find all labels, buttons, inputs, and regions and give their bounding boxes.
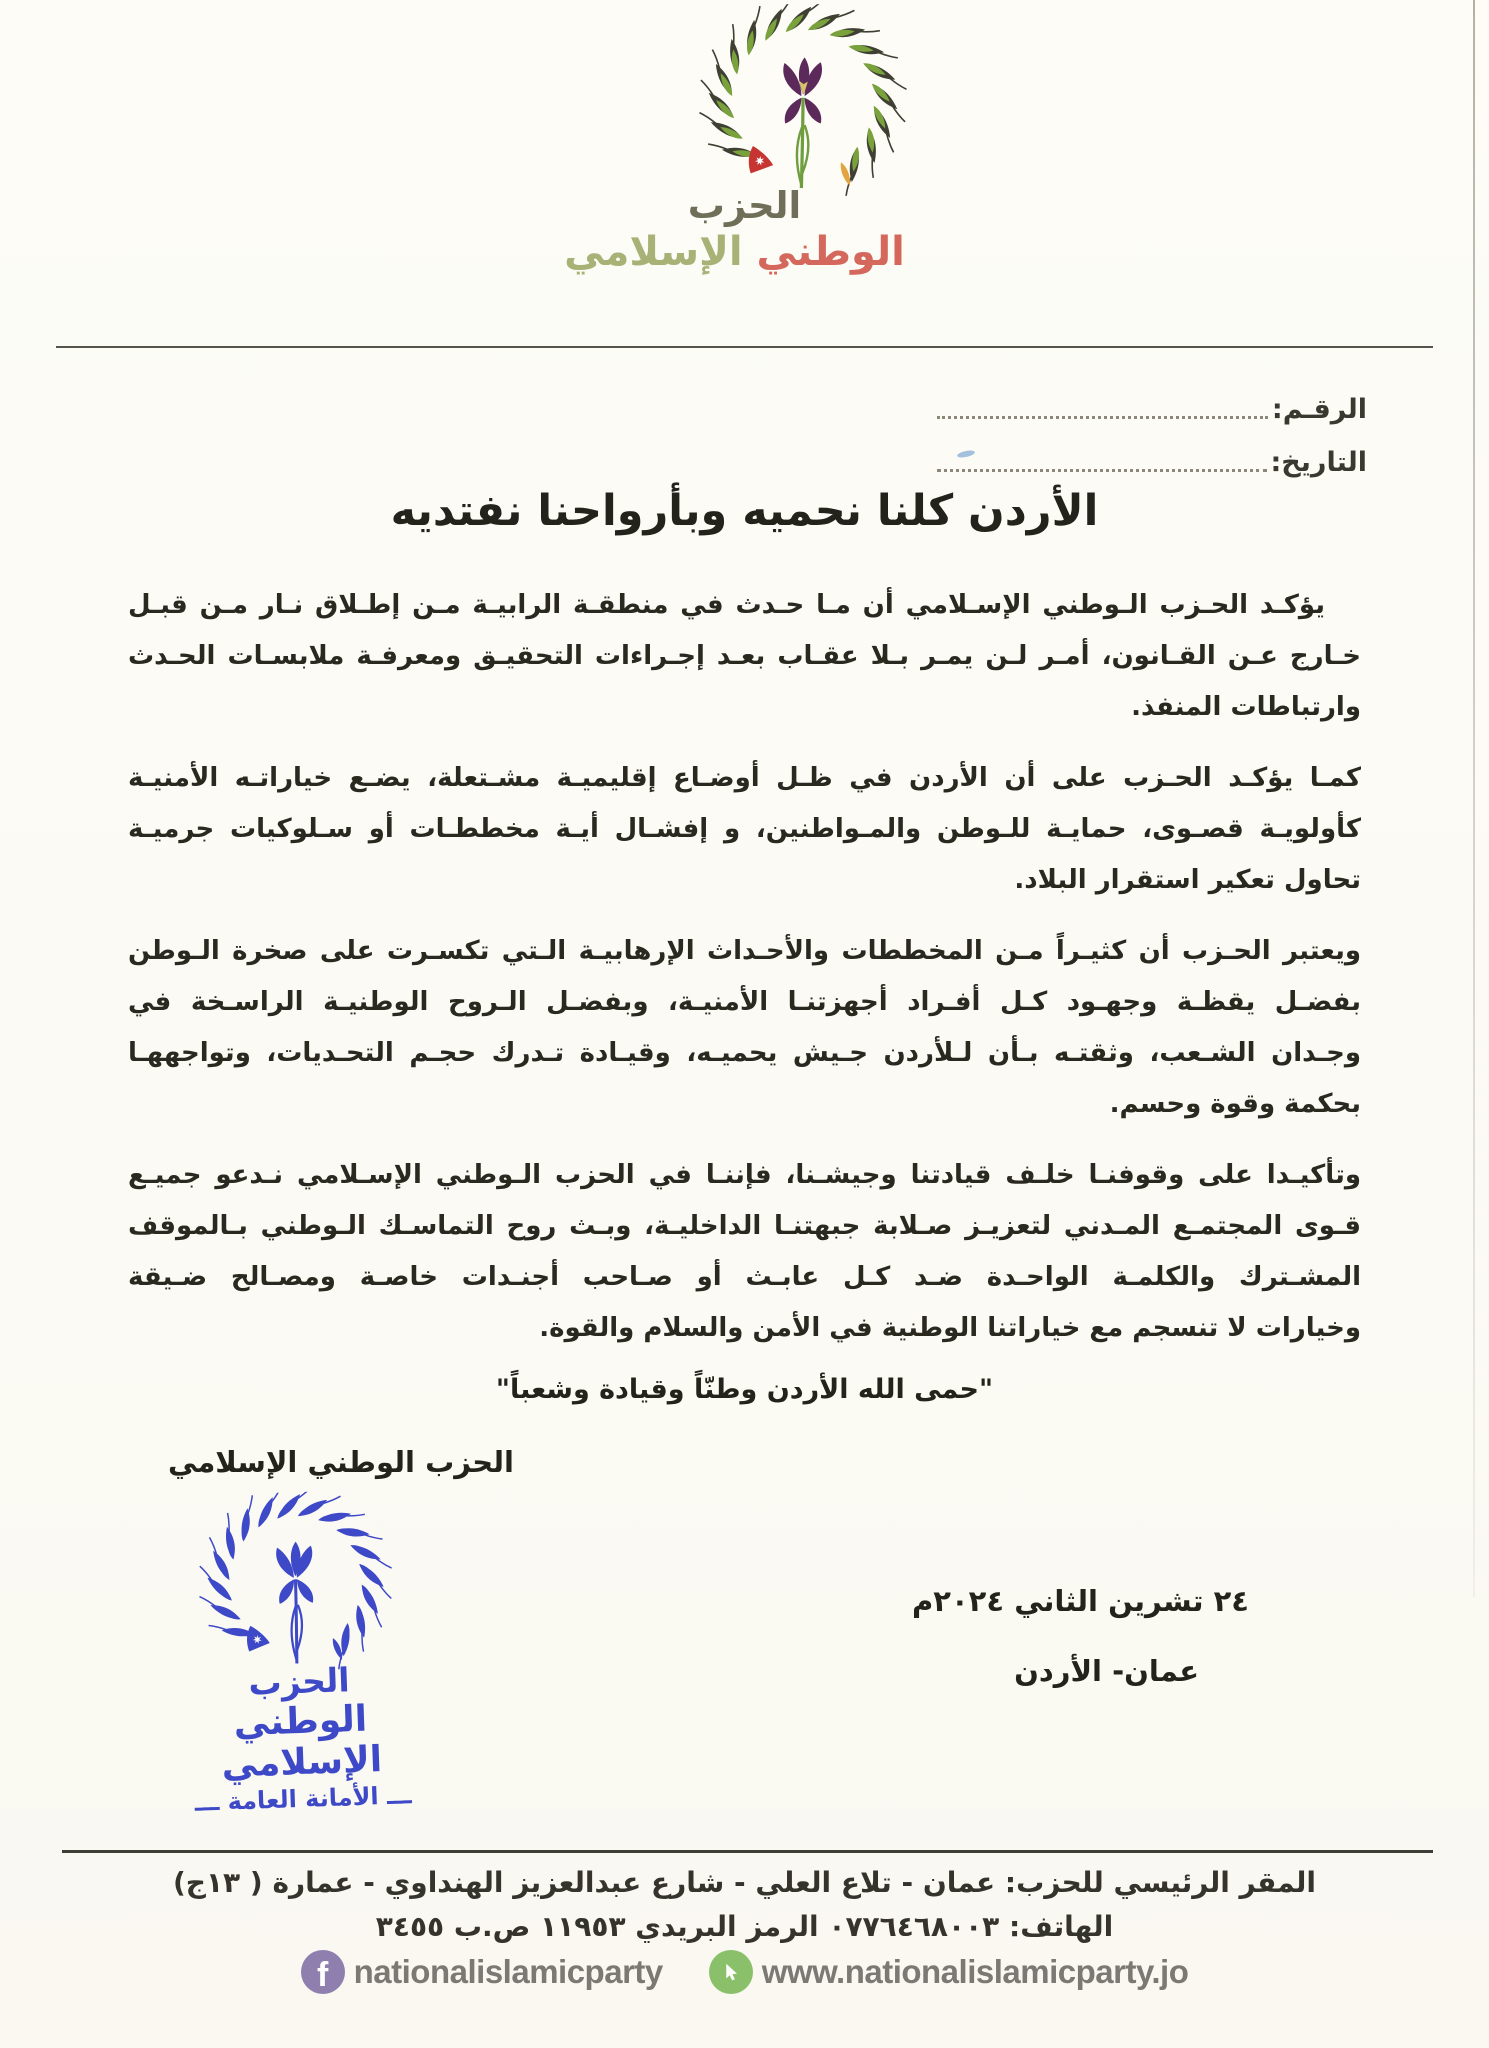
paragraph-line: كأولويـة قصـوى، حمايـة للـوطن والمـواطنين، و إفشـال أيـة مخططـات أو سـلوكيات جرميـة [128, 814, 1361, 844]
letter-body [128, 580, 1361, 1479]
website-cursor-icon [709, 1950, 753, 1994]
party-name-top: الحزب [687, 184, 802, 227]
party-name-word-green: الإسلامي [564, 229, 743, 275]
paragraph-line: المشـترك والكلمـة الواحـدة ضـد كـل عابـث أو صـاحب أجنـدات خاصـة ومصـالح ضـيقة [128, 1262, 1361, 1292]
stamp-line2: الوطني الإسلامي [220, 1698, 383, 1786]
paragraph-line: وتأكيـدا على وقوفنـا خلـف قيادتنا وجيشـنا، فإننـا في الحزب الـوطني الإسـلامي نـدعو جميـع [128, 1160, 1361, 1190]
paragraph [128, 753, 1361, 906]
letter-location: عمان- الأردن [1014, 1654, 1199, 1688]
website-url: www.nationalislamicparty.jo [761, 1953, 1189, 1990]
party-name-bottom [0, 229, 1479, 275]
facebook-icon: f [301, 1950, 345, 1994]
ref-number-dotted-line [937, 415, 1268, 419]
footer-phone: الهاتف: ٠٧٧٦٤٦٨٠٠٣ الرمز البريدي ١١٩٥٣ ص.ب ٣٤٥٥ [375, 1910, 1114, 1943]
reference-fields [937, 394, 1367, 500]
paragraph-line: بحكمة وقوة وحسم. [1109, 1089, 1361, 1119]
party-emblem-logo [682, 4, 924, 206]
paragraph [128, 926, 1361, 1130]
facebook-item [301, 1950, 663, 1994]
paragraph-line: ويعتبر الحـزب أن كثيـراً مـن المخططات والأحـداث الإرهابيـة الـتي تكسـرت على صخرة الـوطن [128, 936, 1361, 966]
paragraph-line: قـوى المجتمـع المـدني لتعزيـز صـلابة جبهتنـا الداخليـة، وبـث روح التماسـك الـوطني بـالموقف [128, 1211, 1361, 1241]
paragraph-line: وارتباطات المنفذ. [1131, 692, 1361, 722]
paragraph-line: وجـدان الشـعب، وثقتـه بـأن لـلأردن جـيش يحميـه، وقيـادة تـدرك حجـم التحـديات، وتواجههـا [128, 1038, 1361, 1068]
party-name-word-red: الوطني [756, 229, 905, 275]
footer-social-row [0, 1950, 1489, 1994]
ref-number-label: الرقـم: [1271, 394, 1367, 425]
letter-title: الأردن كلنا نحميه وبأرواحنا نفتديه [390, 486, 1099, 536]
letter-date: ٢٤ تشرين الثاني ٢٠٢٤م [912, 1584, 1249, 1618]
paragraph-line: خـارج عـن القـانون، أمـر لـن يمـر بـلا عقـاب بعـد إجـراءات التحقيـق ومعرفـة ملابسـات الحـدث [128, 641, 1361, 671]
ref-date-row [937, 447, 1367, 478]
footer-divider [62, 1850, 1433, 1853]
facebook-handle: nationalislamicparty [353, 1953, 663, 1990]
website-item [709, 1950, 1189, 1994]
ref-date-dotted-line [937, 468, 1267, 472]
party-stamp [142, 1487, 453, 1818]
paragraph [128, 1150, 1361, 1354]
letterhead [0, 4, 1489, 275]
closing-quote: "حمى الله الأردن وطنّاً وقيادة وشعباً" [495, 1374, 994, 1405]
header-divider [56, 346, 1433, 348]
stamp-line3: ـــ الأمانة العامة ـــ [194, 1781, 413, 1817]
paragraph-line: كمـا يؤكـد الحـزب على أن الأردن في ظـل أوضـاع إقليميـة مشـتعلة، يضـع خياراتـه الأمنيـة [128, 763, 1361, 793]
ref-number-row [937, 394, 1367, 425]
paragraph-line: بفضـل يقظـة وجهـود كـل أفـراد أجهزتنـا الأمنيـة، وبفضـل الـروح الوطنيـة الراسـخة في [128, 987, 1361, 1017]
footer-address: المقر الرئيسي للحزب: عمان - تلاع العلي - شارع عبدالعزيز الهنداوي - عمارة ( ١٣ج) [172, 1866, 1317, 1899]
party-stamp-emblem-icon [179, 1488, 411, 1684]
paragraph-line: وخيارات لا تنسجم مع خياراتنا الوطنية في الأمن والسلام والقوة. [539, 1313, 1361, 1343]
paragraph [128, 580, 1361, 733]
paragraph-line: تحاول تعكير استقرار البلاد. [1014, 865, 1361, 895]
paragraph-line: يؤكـد الحـزب الـوطني الإسـلامي أن مـا حـدث في منطقـة الرابيـة مـن إطـلاق نـار مـن قبـل [128, 590, 1325, 620]
ref-date-label: التاريخ: [1270, 447, 1367, 478]
signature-party-name: الحزب الوطني الإسلامي [168, 1445, 514, 1479]
stamp-line1: الحزب [247, 1660, 351, 1703]
date-block [912, 1584, 1249, 1688]
